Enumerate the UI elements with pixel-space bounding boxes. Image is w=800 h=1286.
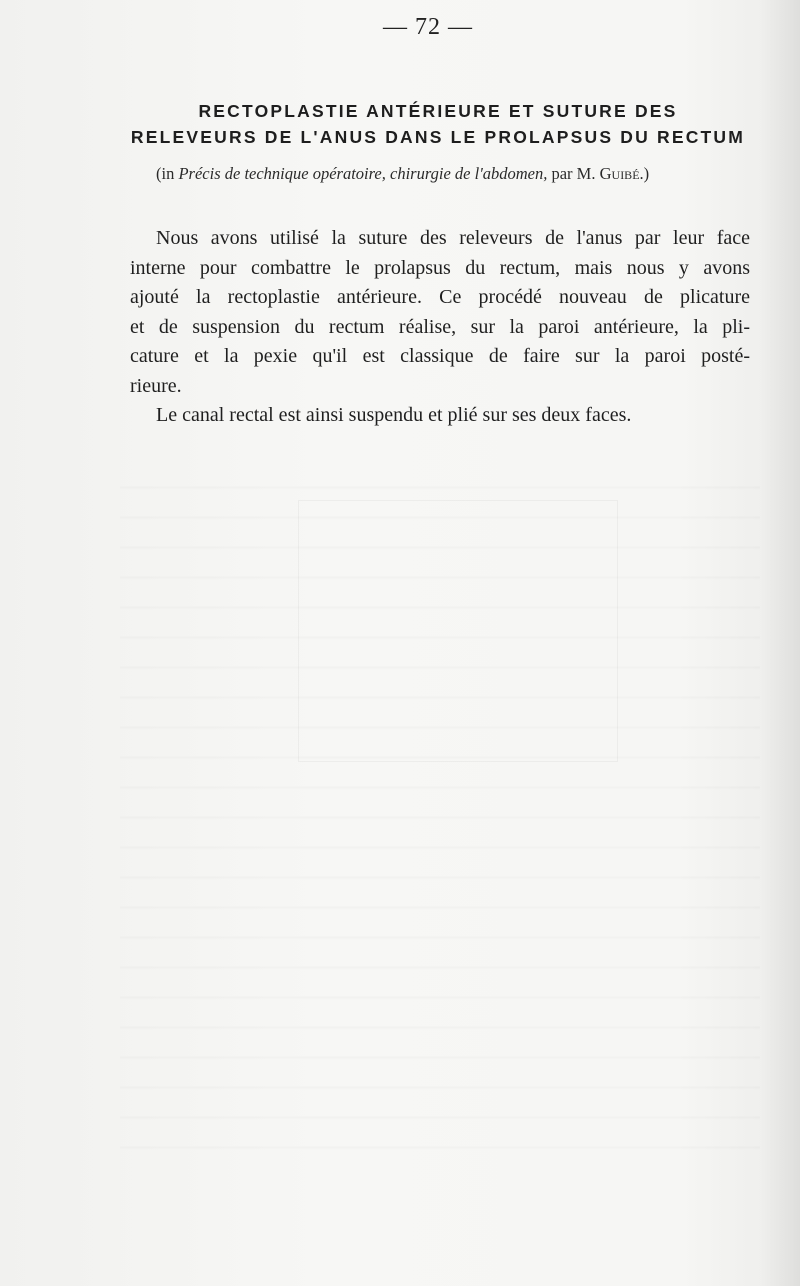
citation-work-title: Précis de technique opératoire, chirurgie de l'abdomen, (178, 164, 548, 183)
paragraph-1-line-1: Nous avons utilisé la suture des releveurs de l'anus par leur face (156, 227, 750, 249)
paragraph-2 (130, 401, 750, 431)
citation-suffix: .) (639, 164, 650, 183)
page-number: — 72 — (383, 14, 473, 40)
paragraph-1-line-6: rieure. (130, 374, 182, 397)
paragraph-1-line-2: interne pour combattre le prolapsus du rectum, mais nous y avons (130, 256, 750, 279)
source-citation (156, 164, 756, 184)
paragraph-1 (130, 224, 750, 401)
citation-author: Guibé (599, 164, 640, 183)
citation-by: par M. (547, 164, 600, 183)
paragraph-1-line-5: cature et la pexie qu'il est classique de faire sur la paroi posté- (130, 345, 750, 367)
page-edge-shadow (760, 0, 800, 1286)
section-title-line-2: RELEVEURS DE L'ANUS DANS LE PROLAPSUS DU RECTUM (130, 127, 746, 147)
section-title-line-1: RECTOPLASTIE ANTÉRIEURE ET SUTURE DES (198, 101, 678, 121)
paragraph-1-line-4: et de suspension du rectum réalise, sur la paroi antérieure, la pli- (130, 315, 750, 338)
body-text (130, 224, 750, 431)
citation-prefix: (in (156, 164, 179, 183)
section-title (130, 98, 746, 150)
bleed-through-box (298, 500, 618, 762)
paragraph-2-line-1: Le canal rectal est ainsi suspendu et plié sur ses deux faces. (156, 404, 632, 426)
paragraph-1-line-3: ajouté la rectoplastie antérieure. Ce procédé nouveau de plicature (130, 286, 750, 308)
